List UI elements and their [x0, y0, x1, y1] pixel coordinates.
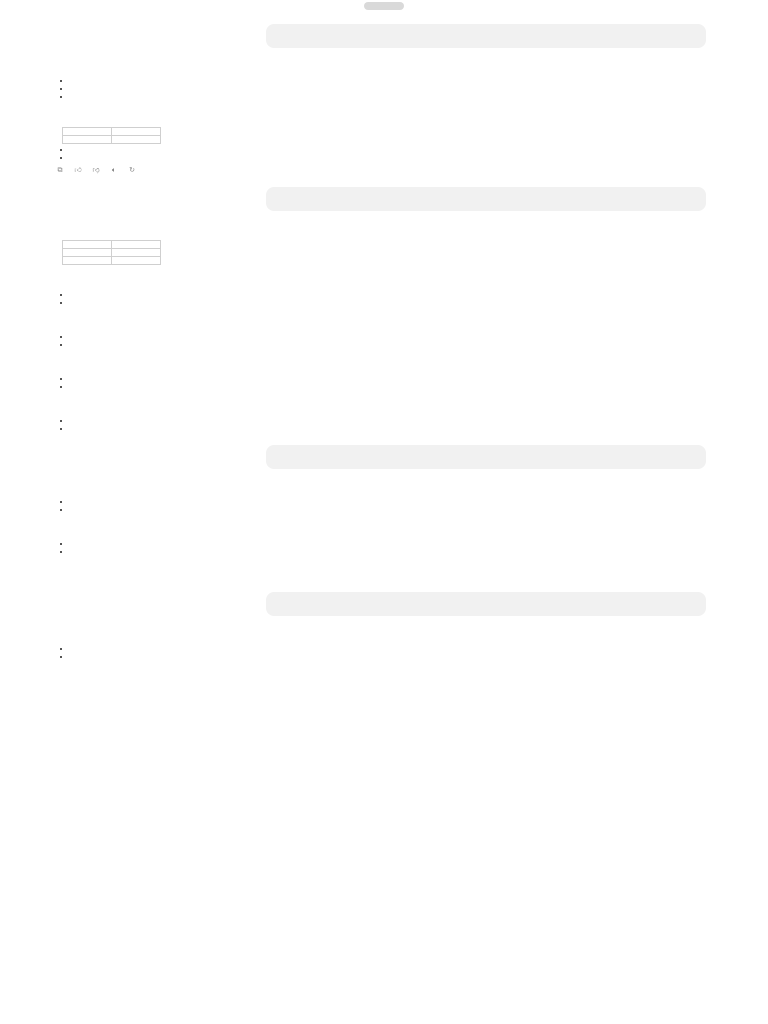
section-heading [56, 519, 706, 528]
section-paragraph [56, 572, 706, 580]
table-row [63, 257, 161, 265]
answer-section [56, 561, 706, 580]
table-row [63, 249, 161, 257]
bullet-item [70, 341, 706, 349]
table-cell [63, 136, 112, 144]
bullet-item [70, 375, 706, 383]
bullet-item [70, 93, 706, 101]
bullet-item [70, 498, 706, 506]
thumbs-down-icon[interactable]: 👎︎ [92, 167, 100, 174]
section-heading [56, 270, 706, 279]
table-cell [63, 249, 112, 257]
bullet-item [70, 653, 706, 661]
section-heading [56, 56, 706, 65]
user-message [266, 445, 706, 469]
message-actions [56, 167, 706, 175]
section-heading [56, 624, 706, 633]
bullet-item [70, 333, 706, 341]
user-message [266, 592, 706, 616]
bullet-item [70, 383, 706, 391]
bullet-list [56, 77, 706, 101]
section-paragraph [56, 67, 706, 75]
answer-section [56, 666, 706, 675]
section-paragraph [56, 530, 706, 538]
table-row [63, 241, 161, 249]
section-heading [56, 219, 706, 228]
bullet-item [70, 425, 706, 433]
section-heading [56, 106, 706, 115]
table-cell [112, 257, 161, 265]
bullet-item [70, 548, 706, 556]
user-message [266, 187, 706, 211]
bullet-list [56, 375, 706, 391]
chat-transcript [56, 12, 706, 680]
section-paragraph [56, 281, 706, 289]
table-cell [112, 241, 161, 249]
bullet-list [56, 146, 706, 162]
bullet-item [70, 146, 706, 154]
table-cell [112, 136, 161, 144]
bullet-item [70, 77, 706, 85]
section-heading [56, 477, 706, 486]
section-paragraph [56, 365, 706, 373]
table-row [63, 136, 161, 144]
bullet-item [70, 291, 706, 299]
bullet-item [70, 645, 706, 653]
section-paragraph [56, 323, 706, 331]
bullet-item [70, 506, 706, 514]
answer-section [56, 477, 706, 514]
bullet-item [70, 299, 706, 307]
example-table [62, 240, 161, 265]
answer-section [56, 354, 706, 391]
example-table [62, 127, 161, 144]
answer-section [56, 624, 706, 661]
footer-domain [0, 1012, 768, 1020]
app-logo [364, 2, 404, 10]
bullet-item [70, 154, 706, 162]
speaker-icon[interactable]: 🔈︎ [111, 167, 117, 174]
answer-section [56, 219, 706, 265]
answer-section [56, 519, 706, 556]
section-paragraph [56, 488, 706, 496]
section-paragraph [56, 230, 706, 238]
regenerate-icon[interactable]: ↻ [129, 167, 135, 174]
table-cell [112, 128, 161, 136]
bullet-item [70, 540, 706, 548]
section-heading [56, 396, 706, 405]
answer-section [56, 270, 706, 307]
bullet-list [56, 645, 706, 661]
section-paragraph [56, 407, 706, 415]
table-cell [63, 128, 112, 136]
bullet-list [56, 417, 706, 433]
copy-icon[interactable]: ⧉ [57, 167, 63, 174]
thumbs-up-icon[interactable]: 👍︎ [74, 167, 82, 174]
section-heading [56, 666, 706, 675]
answer-section [56, 106, 706, 162]
user-message [266, 24, 706, 48]
section-paragraph [56, 635, 706, 643]
answer-section [56, 56, 706, 101]
section-paragraph [56, 117, 706, 125]
table-cell [63, 241, 112, 249]
table-cell [63, 257, 112, 265]
bullet-list [56, 540, 706, 556]
table-row [63, 128, 161, 136]
bullet-item [70, 85, 706, 93]
section-heading [56, 561, 706, 570]
bullet-list [56, 333, 706, 349]
section-heading [56, 312, 706, 321]
answer-section [56, 312, 706, 349]
bullet-list [56, 498, 706, 514]
section-heading [56, 354, 706, 363]
table-cell [112, 249, 161, 257]
bullet-item [70, 417, 706, 425]
bullet-list [56, 291, 706, 307]
answer-section [56, 396, 706, 433]
